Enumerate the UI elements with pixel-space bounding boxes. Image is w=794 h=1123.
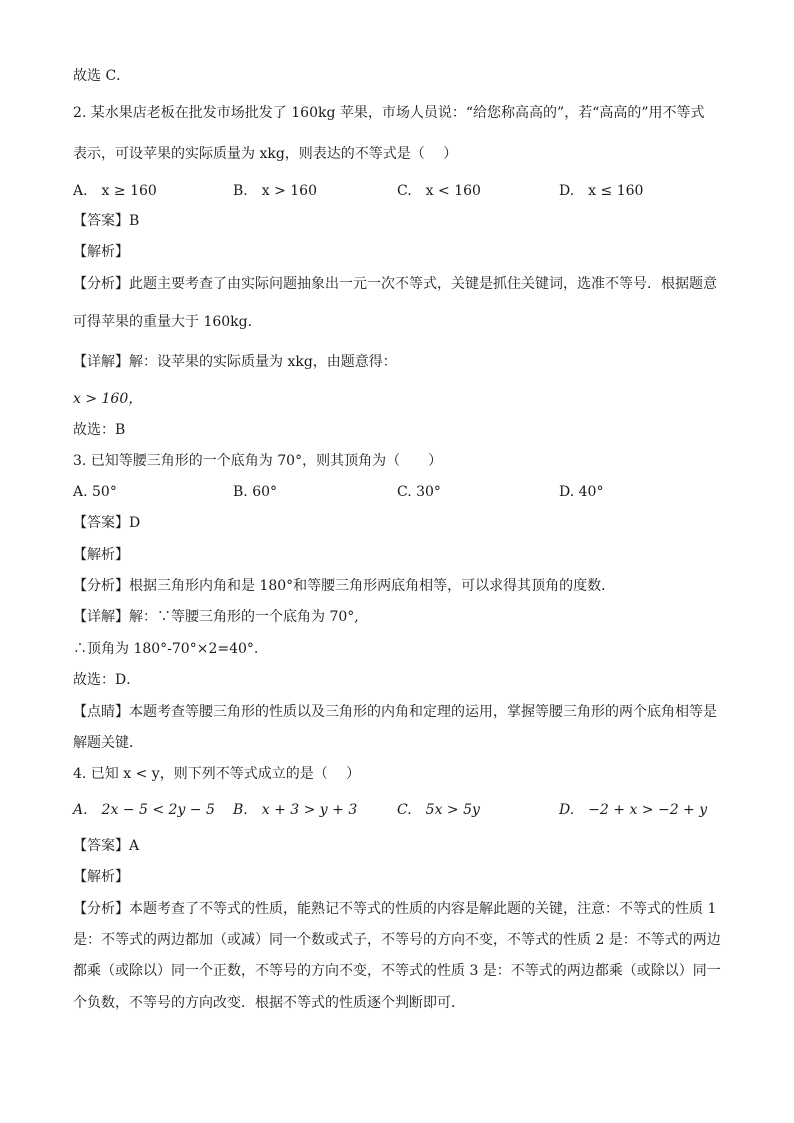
q4-jiexi: 【解析】 — [73, 869, 129, 885]
q4-option-b: B. x + 3 > y + 3 — [233, 802, 358, 818]
q2-stem-line2: 表示，可设苹果的实际质量为 xkg，则表达的不等式是（ ） — [73, 146, 458, 162]
q4-analysis-line3: 都乘（或除以）同一个正数，不等号的方向不变，不等式的性质 3 是：不等式的两边都乘（或除以）同一 — [73, 963, 721, 979]
q3-option-b: B. 60° — [233, 484, 278, 500]
q3-answer: 【答案】D — [73, 515, 141, 531]
q3-choose: 故选：D． — [73, 672, 141, 688]
q2-jiexi: 【解析】 — [73, 244, 129, 260]
q4-answer: 【答案】A — [73, 838, 140, 854]
q4-analysis-line2: 是：不等式的两边都加（或减）同一个数或式子，不等号的方向不变，不等式的性质 2 是：不等式的两边 — [73, 932, 721, 948]
q2-option-d: D. x ≤ 160 — [559, 183, 644, 199]
q3-comment-line1: 【点睛】本题考查等腰三角形的性质以及三角形的内角和定理的运用，掌握等腰三角形的两个底角相等是 — [73, 704, 717, 720]
q4-option-a: A. 2x − 5 < 2y − 5 — [73, 802, 215, 818]
q3-option-d: D. 40° — [559, 484, 604, 500]
q2-answer: 【答案】B — [73, 213, 140, 229]
q4-option-d: D. −2 + x > −2 + y — [559, 802, 708, 818]
q3-stem: 3. 已知等腰三角形的一个底角为 70°，则其顶角为（ ） — [73, 453, 443, 469]
q1-conclusion: 故选 C． — [73, 68, 131, 84]
q2-analysis-line1: 【分析】此题主要考查了由实际问题抽象出一元一次不等式，关键是抓住关键词，选准不等号．根据题意 — [73, 276, 717, 292]
q4-analysis-line4: 个负数，不等号的方向改变．根据不等式的性质逐个判断即可． — [73, 995, 465, 1011]
q2-analysis-line2: 可得苹果的重量大于 160kg． — [73, 314, 262, 330]
q2-option-b: B. x > 160 — [233, 183, 317, 199]
q2-detail-equation: x > 160， — [73, 391, 143, 407]
q4-option-c: C. 5x > 5y — [397, 802, 480, 818]
q4-stem: 4. 已知 x < y，则下列不等式成立的是（ ） — [73, 766, 361, 782]
q4-analysis-line1: 【分析】本题考查了不等式的性质，能熟记不等式的性质的内容是解此题的关键，注意：不等式的性质 1 — [73, 901, 717, 917]
q3-jiexi: 【解析】 — [73, 547, 129, 563]
q3-analysis: 【分析】根据三角形内角和是 180°和等腰三角形两底角相等，可以求得其顶角的度数． — [73, 578, 616, 594]
q3-option-a: A. 50° — [73, 484, 117, 500]
q3-detail2: ∴顶角为 180°-70°×2=40°. — [73, 641, 259, 657]
q2-detail: 【详解】解：设苹果的实际质量为 xkg，由题意得： — [73, 354, 397, 370]
q2-choose: 故选：B — [73, 422, 126, 438]
q3-comment-line2: 解题关键． — [73, 735, 143, 751]
q2-option-c: C. x < 160 — [397, 183, 481, 199]
q3-detail: 【详解】解：∵等腰三角形的一个底角为 70°, — [73, 609, 359, 625]
q3-option-c: C. 30° — [397, 484, 441, 500]
q2-option-a: A. x ≥ 160 — [73, 183, 157, 199]
q2-stem-line1: 2. 某水果店老板在批发市场批发了 160kg 苹果，市场人员说：“给您称高高的”，若“高高的”用不等式 — [73, 105, 705, 121]
